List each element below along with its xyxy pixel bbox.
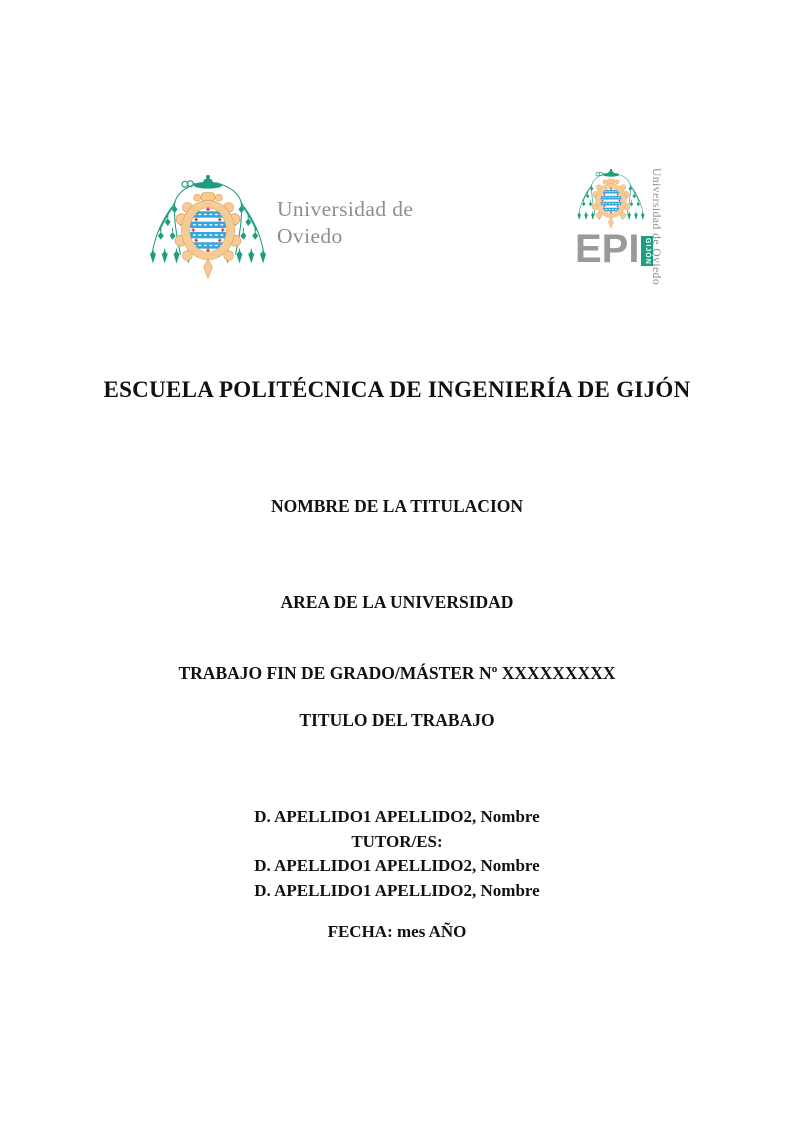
epi-acronym: EPI <box>575 227 640 271</box>
uo-wordmark <box>277 196 413 250</box>
epi-vertical-caption: Universidad de Oviedo <box>650 168 662 286</box>
date-line: FECHA: mes AÑO <box>327 922 467 941</box>
project-number-line: TRABAJO FIN DE GRADO/MÁSTER Nº XXXXXXXXX <box>178 663 616 683</box>
epi-coat-of-arms-icon <box>574 166 648 233</box>
work-title-line: TITULO DEL TRABAJO <box>299 710 495 730</box>
school-name-title: ESCUELA POLITÉCNICA DE INGENIERÍA DE GIJÓN <box>103 377 691 402</box>
tutor-line-2: D. APELLIDO1 APELLIDO2, Nombre <box>254 880 540 900</box>
university-area-line: AREA DE LA UNIVERSIDAD <box>280 592 514 612</box>
tutor-heading: TUTOR/ES: <box>351 831 443 851</box>
tutor-line-1: D. APELLIDO1 APELLIDO2, Nombre <box>254 856 540 876</box>
uo-wordmark-line1: Universidad de <box>277 197 414 221</box>
epi-wordmark <box>575 228 653 270</box>
epi-gijon-label: GIJÓN <box>643 237 651 265</box>
credits-block <box>0 805 794 903</box>
degree-name-line: NOMBRE DE LA TITULACION <box>270 496 523 516</box>
author-line: D. APELLIDO1 APELLIDO2, Nombre <box>254 807 540 826</box>
uo-wordmark-line2: Oviedo <box>277 224 343 248</box>
epi-logo <box>574 166 669 288</box>
uo-coat-of-arms-icon <box>144 170 272 286</box>
